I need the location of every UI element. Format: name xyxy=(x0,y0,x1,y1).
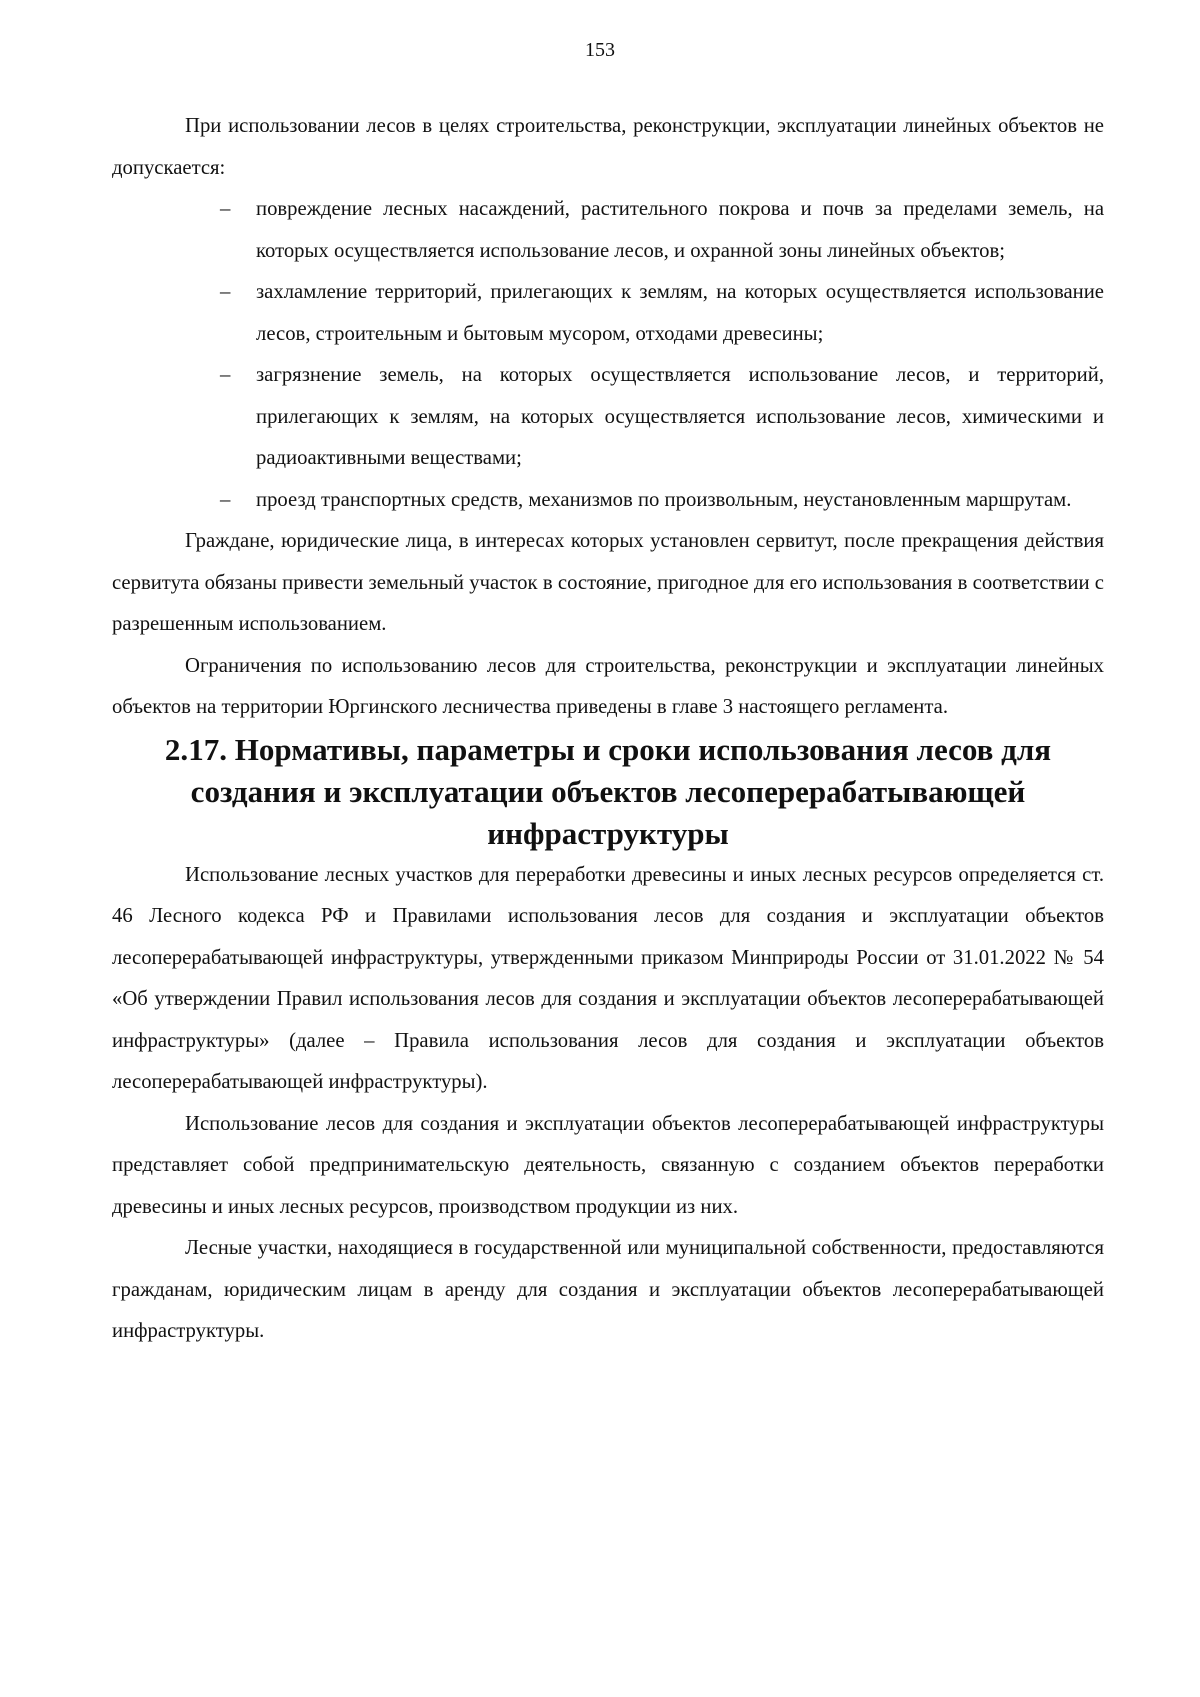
dash-marker: – xyxy=(220,281,231,303)
list-item-text: повреждение лесных насаждений, растительного покрова и почв за пределами земель, на которых осуществляется использование лесов, и охранной зоны линейных объектов; xyxy=(256,198,1104,262)
list-item-text: захламление территорий, прилегающих к землям, на которых осуществляется использование лесов, строительным и бытовым мусором, отходами древесины; xyxy=(256,281,1104,345)
activity-paragraph: Использование лесов для создания и эксплуатации объектов лесоперерабатывающей инфраструктуры представляет собой предпринимательскую деятельность, связанную с созданием объектов переработки древесины и иных лесных ресурсов, производством продукции из них. xyxy=(112,1112,1104,1218)
usage-paragraph: Использование лесных участков для переработки древесины и иных лесных ресурсов определяется ст. 46 Лесного кодекса РФ и Правилами использования лесов для создания и эксплуатации объектов лесоперерабатывающей инфраструктуры, утвержденными приказом Минприроды России от 31.01.2022 № 54 «Об утверждении Правил использования лесов для создания и эксплуатации объектов лесоперерабатывающей инфраструктуры» (далее – Правила использования лесов для создания и эксплуатации объектов лесоперерабатывающей инфраструктуры). xyxy=(112,863,1104,1093)
restrictions-paragraph: Ограничения по использованию лесов для строительства, реконструкции и эксплуатации линейных объектов на территории Юргинского лесничества приведены в главе 3 настоящего регламента. xyxy=(112,654,1104,718)
section-heading: 2.17. Нормативы, параметры и сроки использования лесов для создания и эксплуатации объектов лесоперерабатывающей инфраструктуры xyxy=(164,731,1052,851)
list-item xyxy=(112,355,1104,480)
prohibitions-list xyxy=(112,189,1104,521)
list-item xyxy=(112,480,1104,522)
dash-marker: – xyxy=(220,198,231,220)
lease-paragraph: Лесные участки, находящиеся в государственной или муниципальной собственности, предоставляются гражданам, юридическим лицам в аренду для создания и эксплуатации объектов лесоперерабатывающей инфраструктуры. xyxy=(112,1237,1104,1342)
servitude-paragraph: Граждане, юридические лица, в интересах которых установлен сервитут, после прекращения действия сервитута обязаны привести земельный участок в состояние, пригодное для его использования в соответствии с разрешенным использованием. xyxy=(112,530,1104,635)
list-item xyxy=(112,189,1104,272)
list-item-text: загрязнение земель, на которых осуществляется использование лесов, и территорий, прилегающих к землям, на которых осуществляется использование лесов, химическими и радиоактивными веществами; xyxy=(256,364,1104,469)
intro-paragraph: При использовании лесов в целях строительства, реконструкции, эксплуатации линейных объектов не допускается: xyxy=(112,115,1104,179)
dash-marker: – xyxy=(220,364,231,386)
page-content xyxy=(112,106,1104,1353)
list-item xyxy=(112,272,1104,355)
page-number: 153 xyxy=(585,39,615,61)
list-item-text: проезд транспортных средств, механизмов по произвольным, неустановленным маршрутам. xyxy=(256,488,1072,511)
dash-marker: – xyxy=(220,488,231,511)
